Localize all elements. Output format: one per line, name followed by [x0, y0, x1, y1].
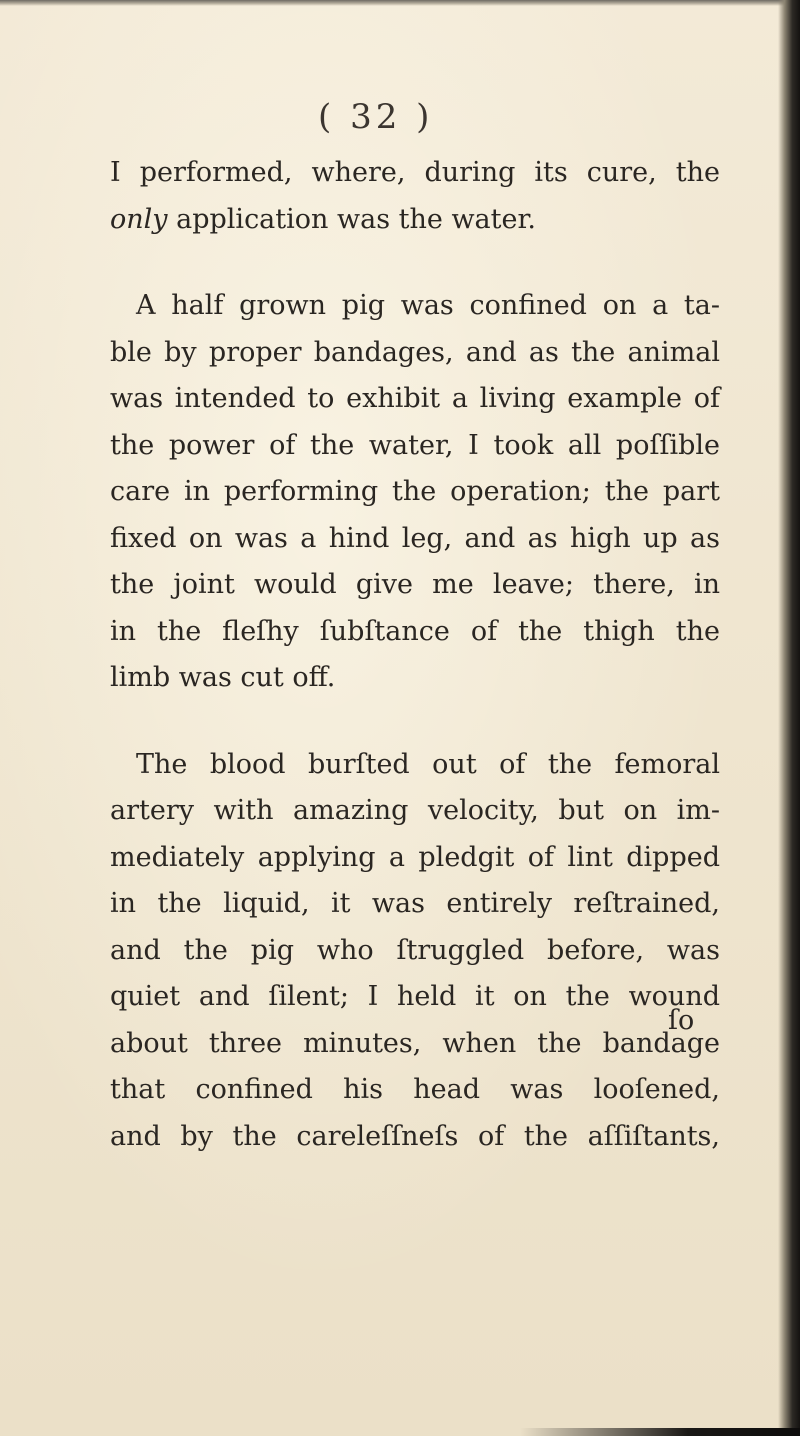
- text-line: quiet and ſilent; I held it on the wound: [110, 981, 720, 1012]
- text-line: mediately applying a pledgit of lint dipped: [110, 841, 720, 873]
- page-top-edge: [0, 0, 800, 6]
- italic-word: only: [110, 203, 168, 235]
- text-line: The blood burſted out of the femoral: [136, 748, 720, 780]
- text-line: fixed on was a hind leg, and as high up as: [110, 522, 720, 554]
- text-line: about three minutes, when the bandage: [110, 1027, 720, 1059]
- text-line: in the fleſhy ſubſtance of the thigh the: [110, 615, 720, 647]
- text-line: ble by proper bandages, and as the animal: [110, 336, 720, 368]
- page-bottom-edge: [520, 1428, 800, 1436]
- text-line: and the pig who ſtruggled before, was: [110, 934, 720, 966]
- text-line: that confined his head was looſened,: [110, 1074, 720, 1105]
- paragraph-gap: [110, 702, 720, 742]
- text-line: care in performing the operation; the part: [110, 476, 720, 507]
- paragraph-gap: [110, 243, 720, 283]
- page-binding-shadow: [778, 0, 800, 1436]
- text-line: and by the careleſſneſs of the aſſiſtants,: [110, 1120, 720, 1152]
- text-line: the power of the water, I took all poſſible: [110, 429, 720, 461]
- text-line: [110, 197, 720, 244]
- text-line: I performed, where, during its cure, the: [110, 157, 720, 188]
- text-line: A half grown pig was confined on a ta-: [136, 290, 720, 321]
- text-line: limb was cut off.: [110, 662, 336, 693]
- body-text: [110, 150, 720, 1160]
- text-line: the joint would give me leave; there, in: [110, 569, 720, 600]
- text-line-rest: application was the water.: [167, 203, 537, 235]
- text-line: was intended to exhibit a living example of: [110, 383, 720, 414]
- text-line: artery with amazing velocity, but on im-: [110, 795, 720, 826]
- page-number: ( 32 ): [318, 97, 434, 137]
- catchword: ſo: [668, 1005, 695, 1036]
- text-line: in the liquid, it was entirely reſtrained,: [110, 888, 720, 919]
